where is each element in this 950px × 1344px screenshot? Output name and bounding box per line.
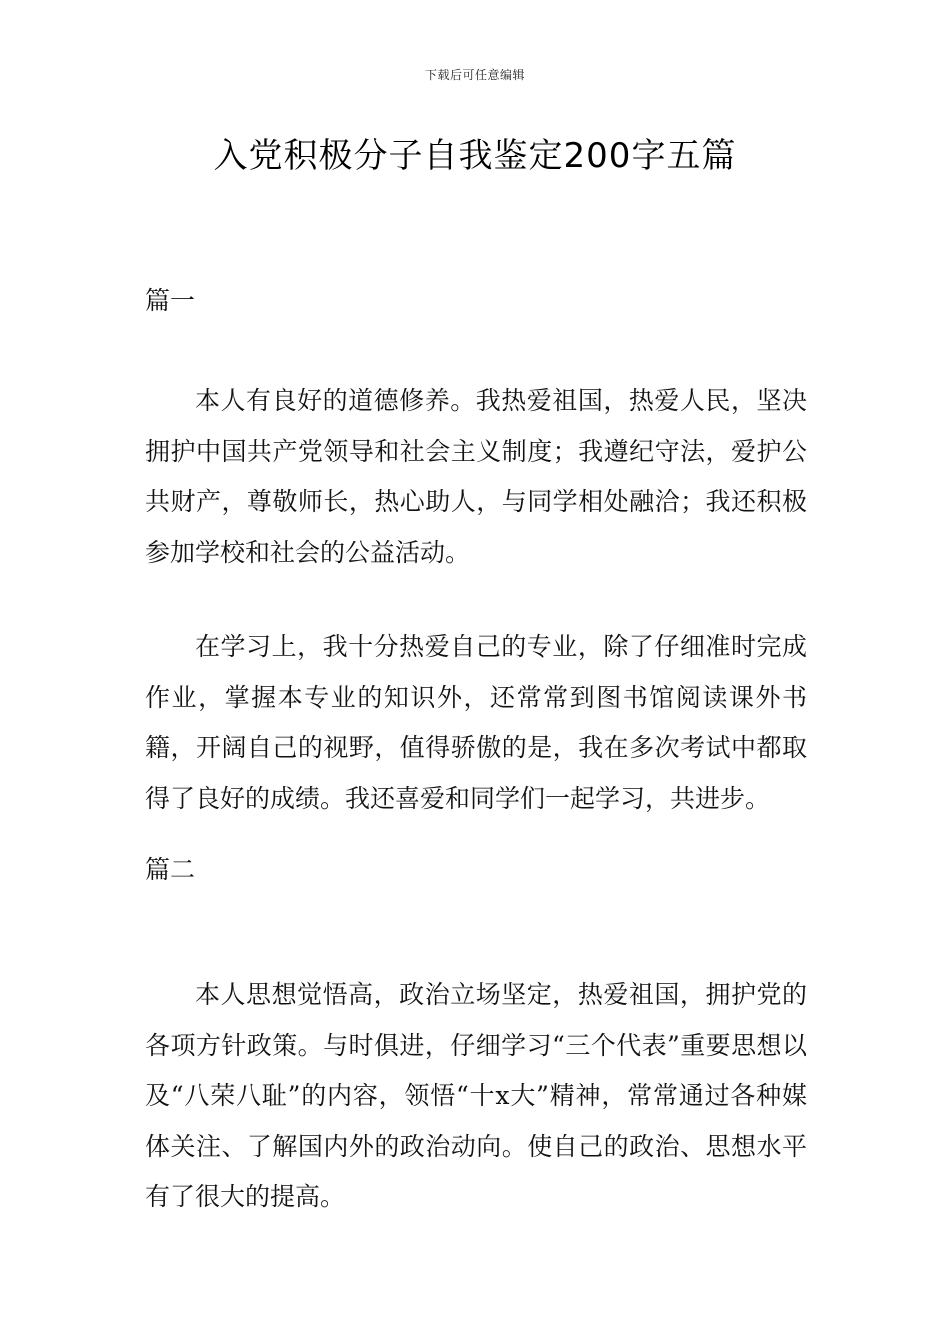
section-heading-2: 篇二 [145,855,196,884]
paragraph-text: 在学习上，我十分热爱自己的专业，除了仔细准时完成作业，掌握本专业的知识外，还常常到图书馆阅读课外书籍，开阔自己的视野，值得骄傲的是，我在多次考试中都取得了良好的成绩。我还喜爱和同学们一起学习，共进步。 [145,632,807,813]
document-title: 入党积极分子自我鉴定200字五篇 [213,136,737,176]
header-note: 下载后可任意编辑 [424,68,525,82]
section-1-paragraph-1 [145,376,807,578]
section-heading-1: 篇一 [145,286,196,315]
section-1-paragraph-2 [145,622,807,824]
section-2-paragraph-1 [145,970,807,1223]
paragraph-text: 本人有良好的道德修养。我热爱祖国，热爱人民，坚决拥护中国共产党领导和社会主义制度；我遵纪守法，爱护公共财产，尊敬师长，热心助人，与同学相处融洽；我还积极参加学校和社会的公益活动。 [145,386,807,567]
paragraph-text: 本人思想觉悟高，政治立场坚定，热爱祖国，拥护党的各项方针政策。与时俱进，仔细学习“三个代表”重要思想以及“八荣八耻”的内容，领悟“十x大”精神，常常通过各种媒体关注、了解国内外的政治动向。使自己的政治、思想水平有了很大的提高。 [145,980,807,1211]
